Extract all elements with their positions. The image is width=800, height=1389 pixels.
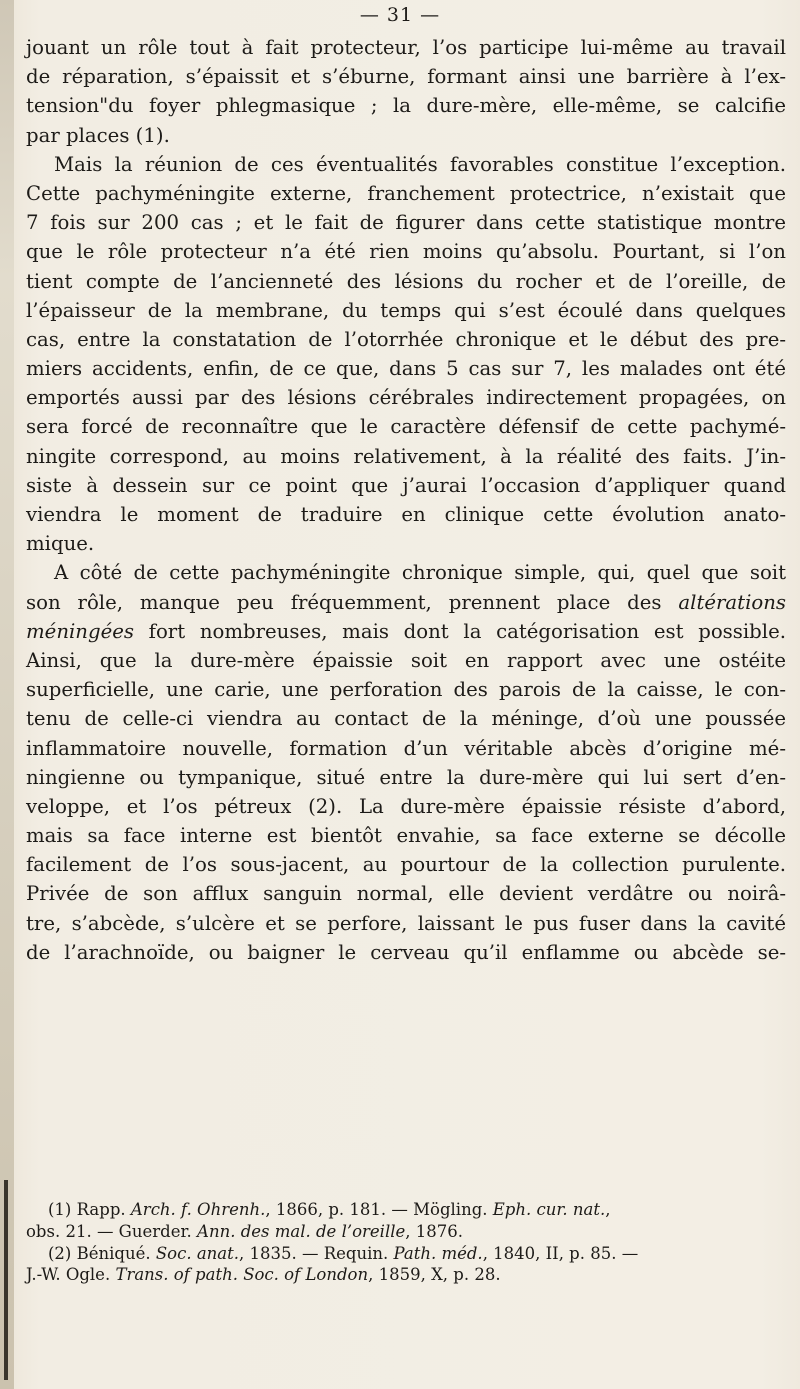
footnote-text: , 1876. [405,1221,464,1241]
footnote-text: , 1866, p. 181. — Mögling. [265,1200,488,1219]
text-line: 7 fois sur 200 cas ; et le fait de figurer dans cette statistique montre [26,211,786,235]
footnote-title: Soc. anat. [155,1243,240,1263]
page-number: — 31 — [359,4,441,26]
text-line: tre, s’abcède, s’ulcère et se perfore, laissant le pus fuser dans la cavité [26,911,786,935]
text-line: emportés aussi par des lésions cérébrales indirectement propagées, on [26,386,786,410]
paragraph-start: A côté de cette pachyméningite chronique simple, qui, quel que soit [54,561,786,585]
text-line: jouant un rôle tout à fait protecteur, l’os participe lui-même au travail [26,36,786,59]
text-line: de l’arachnoïde, ou baigner le cerveau qu’il enflamme ou abcède se- [26,940,786,964]
text-line: siste à dessein sur ce point que j’aurai l’occasion d’appliquer quand [26,473,786,497]
text-line: l’épaisseur de la membrane, du temps qui s’est écoulé dans quelques [26,298,786,322]
text-line: Ainsi, que la dure-mère épaissie soit en rapport avec une ostéite [26,648,786,672]
text-line: tension"du foyer phlegmasique ; la dure-mère, elle-même, se calcifie [26,94,786,118]
footnote-text: , 1859, X, p. 28. [368,1265,501,1285]
footnote-text: , 1835. — Requin. [239,1243,389,1263]
text-line: que le rôle protecteur n’a été rien moins qu’absolu. Pourtant, si l’on [26,240,786,264]
footnote-text: , [605,1200,611,1219]
footnote-1 [26,1199,786,1221]
text-line: viendra le moment de traduire en clinique cette évolution anato- [26,503,786,526]
footnote-title: Eph. cur. nat. [492,1200,606,1219]
text-line: miers accidents, enfin, de ce que, dans 5 cas sur 7, les malades ont été [26,357,786,381]
italic-term: altérations [678,590,787,614]
binding-shadow [4,1180,8,1380]
footnote-text: , 1840, II, p. 85. — [482,1243,639,1263]
text-line: mais sa face interne est bientôt envahie, sa face externe se décolle [26,824,786,848]
paragraph-start: Mais la réunion de ces éventualités favorables constitue l’exception. [54,152,786,176]
text-line: par places (1). [26,123,170,147]
text-line: tenu de celle-ci viendra au contact de la méninge, d’où une poussée [26,707,786,731]
footnotes [26,1199,786,1286]
footnote-2 [26,1243,786,1265]
text-line: Privée de son afflux sanguin normal, elle devient verdâtre ou noirâ- [26,882,786,906]
text-run: son rôle, manque peu fréquemment, prennent place des [26,590,662,614]
text-line [26,588,786,617]
text-line: ningite correspond, au moins relativement, à la réalité des faits. J’in- [26,444,786,468]
text-line: superficielle, une carie, une perforation des parois de la caisse, le con- [26,678,786,702]
footnote-title: Trans. of path. Soc. of London [115,1265,369,1285]
footnote-text: obs. 21. — Guerder. [26,1221,192,1241]
text-line: facilement de l’os sous-jacent, au pourtour de la collection purulente. [26,853,786,877]
body-text [26,33,786,967]
footnote-text: (1) Rapp. [48,1200,126,1219]
footnote-2-cont [26,1264,786,1286]
text-run: fort nombreuses, mais dont la catégorisation est possible. [148,619,786,643]
text-line [26,617,786,646]
text-line: ningienne ou tympanique, situé entre la dure-mère qui lui sert d’en- [26,765,786,789]
footnote-title: Path. méd. [393,1243,483,1263]
text-line: sera forcé de reconnaître que le caractère défensif de cette pachymé- [26,415,786,439]
text-line: veloppe, et l’os pétreux (2). La dure-mère épaissie résiste d’abord, [26,794,786,818]
text-line: cas, entre la constatation de l’otorrhée chronique et le début des pre- [26,327,786,351]
italic-term: méningées [26,619,134,643]
text-line: inflammatoire nouvelle, formation d’un véritable abcès d’origine mé- [26,736,786,760]
footnote-1-cont [26,1221,786,1243]
text-line: mique. [26,532,95,556]
footnote-title: Arch. f. Ohrenh. [130,1200,266,1219]
text-line: tient compte de l’ancienneté des lésions du rocher et de l’oreille, de [26,269,786,293]
footnote-text: J.-W. Ogle. [26,1265,111,1285]
footnote-text: (2) Béniqué. [48,1243,151,1263]
text-line: de réparation, s’épaissit et s’éburne, formant ainsi une barrière à l’ex- [26,65,786,89]
footnote-title: Ann. des mal. de l’oreille [197,1221,406,1241]
text-line: Cette pachyméningite externe, franchement protectrice, n’existait que [26,181,786,205]
